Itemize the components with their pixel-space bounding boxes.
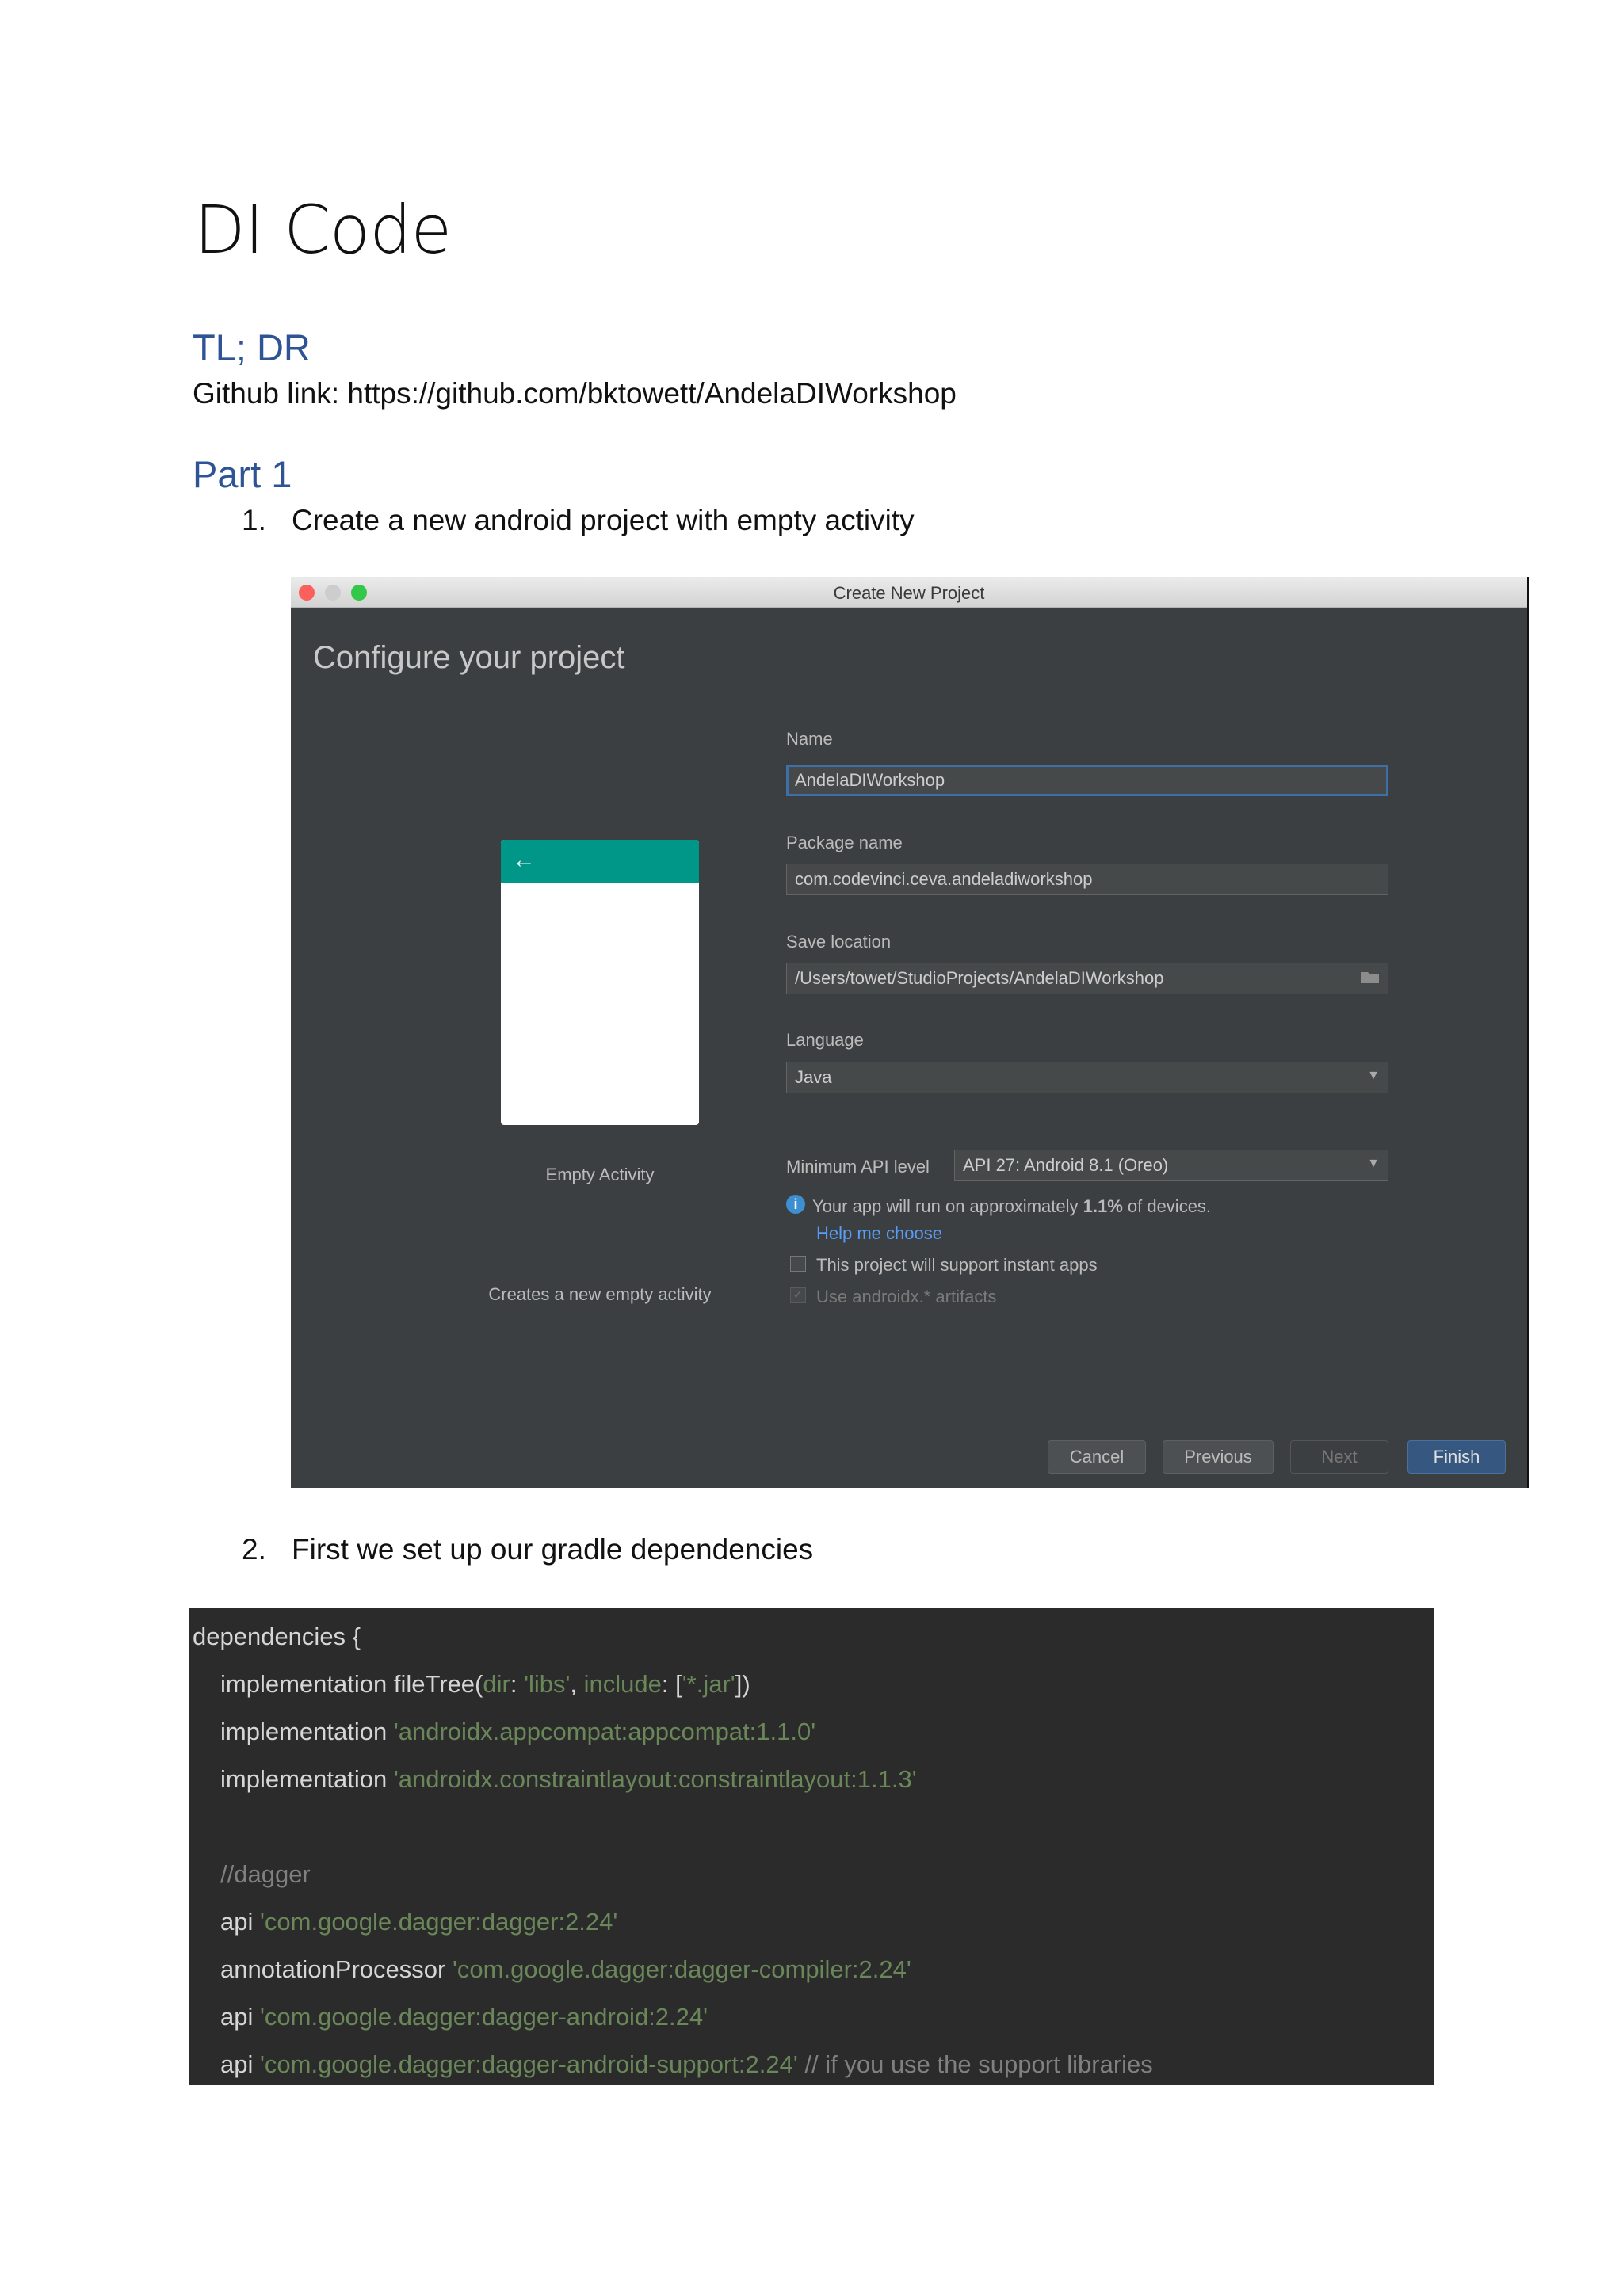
name-label: Name (786, 729, 833, 749)
code-token: 'androidx.constraintlayout:constraintlayout:1.1.3' (393, 1765, 917, 1793)
device-coverage-text (812, 1196, 1211, 1217)
code-line-8 (220, 2004, 708, 2029)
code-token: annotationProcessor (220, 1955, 453, 1983)
code-line-5: //dagger (220, 1860, 311, 1888)
step1-text: Create a new android project with empty activity (292, 504, 915, 536)
create-project-dialog (291, 577, 1529, 1488)
document-title: DI Code (194, 191, 452, 269)
code-token: include (583, 1670, 662, 1698)
name-field[interactable]: AndelaDIWorkshop (786, 765, 1388, 796)
code-line-7 (220, 1957, 911, 1981)
code-token: implementation fileTree( (220, 1670, 483, 1698)
activity-name: Empty Activity (545, 1165, 655, 1184)
next-button[interactable]: Next (1290, 1440, 1388, 1474)
activity-preview (501, 840, 699, 1125)
code-token: : (510, 1670, 525, 1698)
code-line-6 (220, 1909, 617, 1934)
package-name-label: Package name (786, 833, 903, 852)
code-token: implementation (220, 1718, 394, 1745)
language-value: Java (795, 1067, 832, 1087)
gradle-code-block (189, 1608, 1434, 2085)
coverage-suffix: of devices. (1122, 1196, 1212, 1216)
code-token: 'libs' (524, 1670, 571, 1698)
code-line-2 (220, 1672, 750, 1696)
window-title: Create New Project (833, 583, 985, 603)
code-token: 'com.google.dagger:dagger-android-support:2.24' (259, 2050, 798, 2078)
code-token: api (220, 2003, 260, 2031)
min-api-value: API 27: Android 8.1 (Oreo) (963, 1155, 1169, 1175)
help-me-choose-link[interactable]: Help me choose (816, 1223, 942, 1243)
finish-button[interactable]: Finish (1407, 1440, 1506, 1474)
instant-apps-checkbox[interactable] (790, 1256, 806, 1272)
code-line-3 (220, 1719, 815, 1744)
code-token: api (220, 2050, 260, 2078)
save-location-value: /Users/towet/StudioProjects/AndelaDIWorkshop (795, 968, 1164, 988)
code-token: implementation (220, 1765, 394, 1793)
code-token: // if you use the support libraries (797, 2050, 1153, 2078)
min-api-label: Minimum API level (786, 1157, 930, 1177)
coverage-prefix: Your app will run on approximately (812, 1196, 1083, 1216)
chevron-down-icon: ▼ (1367, 1157, 1380, 1170)
code-token: 'androidx.appcompat:appcompat:1.1.0' (393, 1718, 816, 1745)
dialog-heading: Configure your project (313, 640, 625, 675)
code-line-4 (220, 1767, 917, 1791)
code-line-1: dependencies { (193, 1623, 361, 1650)
tldr-heading: TL; DR (193, 326, 311, 368)
chevron-down-icon: ▼ (1367, 1069, 1380, 1082)
package-name-field[interactable]: com.codevinci.ceva.andeladiworkshop (786, 864, 1388, 895)
androidx-checkbox[interactable]: ✓ (790, 1287, 806, 1303)
language-select[interactable] (786, 1062, 1388, 1093)
code-token: api (220, 1908, 260, 1936)
code-token: dir (483, 1670, 510, 1698)
back-arrow-icon: ← (512, 847, 536, 873)
code-token: '*.jar' (682, 1670, 735, 1698)
previous-button[interactable]: Previous (1163, 1440, 1274, 1474)
code-token: ]) (735, 1670, 750, 1698)
window-titlebar (291, 577, 1527, 608)
github-link-line[interactable]: Github link: https://github.com/bktowett/AndelaDIWorkshop (193, 377, 957, 410)
step2-text: First we set up our gradle dependencies (292, 1533, 814, 1566)
min-api-select[interactable] (954, 1150, 1388, 1181)
folder-icon[interactable] (1361, 970, 1380, 984)
info-icon: i (786, 1195, 805, 1214)
save-location-label: Save location (786, 932, 892, 952)
androidx-label: Use androidx.* artifacts (816, 1287, 997, 1306)
code-token: : [ (661, 1670, 682, 1698)
code-token: 'com.google.dagger:dagger-compiler:2.24' (452, 1955, 911, 1983)
instant-apps-label: This project will support instant apps (816, 1255, 1098, 1275)
code-token: 'com.google.dagger:dagger:2.24' (259, 1908, 618, 1936)
cancel-button[interactable]: Cancel (1048, 1440, 1146, 1474)
code-token: 'com.google.dagger:dagger-android:2.24' (259, 2003, 708, 2031)
part1-heading: Part 1 (193, 453, 292, 495)
coverage-percent: 1.1% (1083, 1196, 1123, 1216)
code-token: , (570, 1670, 584, 1698)
preview-app-bar (501, 840, 699, 883)
step2-number: 2. (242, 1533, 266, 1566)
save-location-field[interactable] (786, 963, 1388, 994)
activity-description: Creates a new empty activity (488, 1284, 712, 1304)
code-line-9 (220, 2052, 1153, 2077)
step1-number: 1. (242, 504, 266, 536)
language-label: Language (786, 1030, 864, 1050)
